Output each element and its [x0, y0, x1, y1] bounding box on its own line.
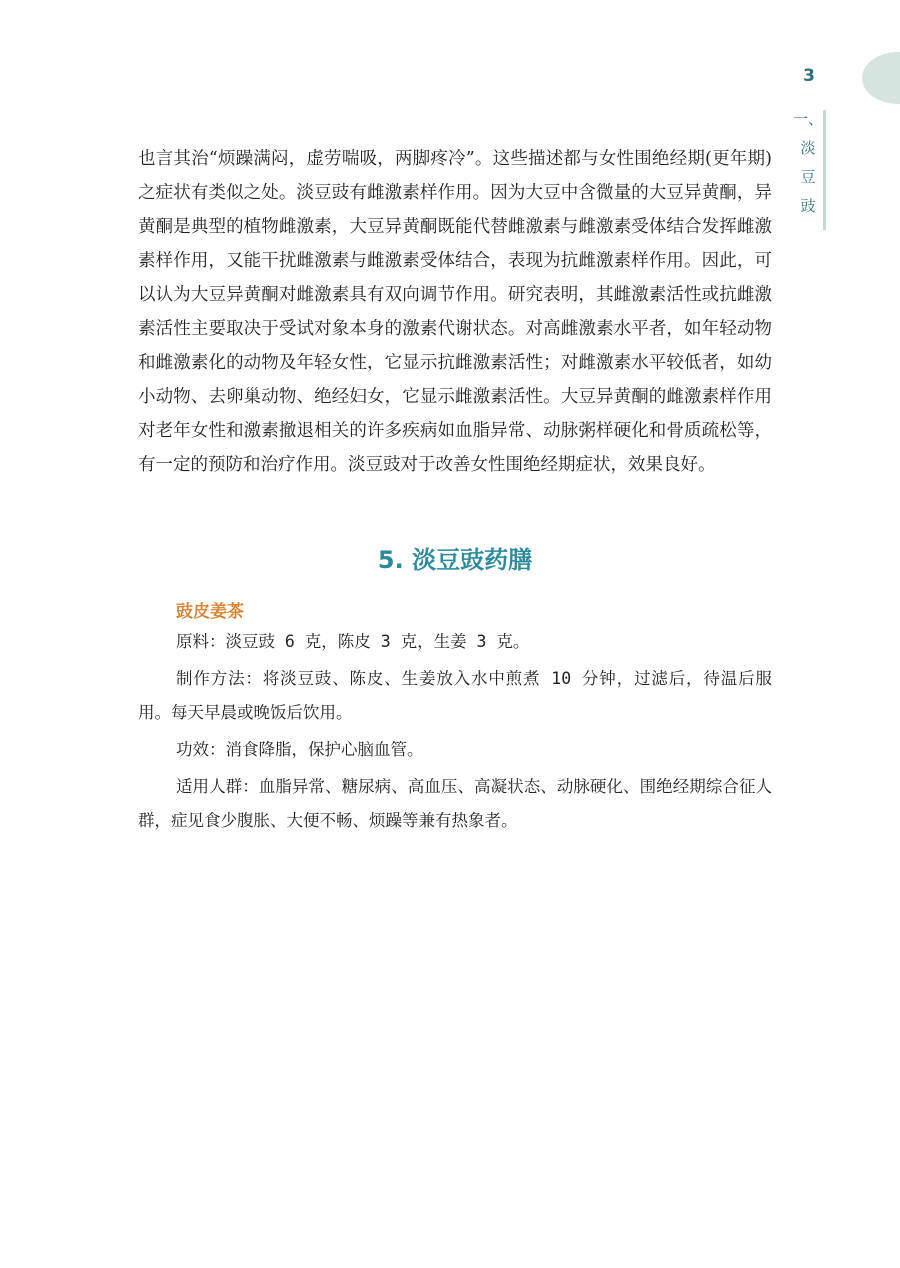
recipe-efficacy: 功效：消食降脂，保护心脑血管。	[176, 740, 424, 759]
corner-decoration	[862, 52, 900, 104]
recipe-details	[138, 625, 772, 841]
recipe-method: 制作方法：将淡豆豉、陈皮、生姜放入水中煎煮 10 分钟，过滤后，待温后服用。每天早晨或晚饭后饮用。	[138, 669, 772, 722]
recipe-title: 豉皮姜茶	[176, 602, 244, 622]
chapter-side-tab	[793, 110, 824, 230]
body-paragraph: 也言其治“烦躁满闷，虚劳喘吸，两脚疼冷”。这些描述都与女性围绝经期(更年期)之症状有类似之处。淡豆豉有雌激素样作用。因为大豆中含微量的大豆异黄酮，异黄酮是典型的植物雌激素，大豆异黄酮既能代替雌激素与雌激素受体结合发挥雌激素样作用，又能干扰雌激素与雌激素受体结合，表现为抗雌激素样作用。因此，可以认为大豆异黄酮对雌激素具有双向调节作用。研究表明，其雌激素活性或抗雌激素活性主要取决于受试对象本身的激素代谢状态。对高雌激素水平者，如年轻动物和雌激素化的动物及年轻女性，它显示抗雌激素活性；对雌激素水平较低者，如幼小动物、去卵巢动物、绝经妇女，它显示雌激素活性。大豆异黄酮的雌激素样作用对老年女性和激素撤退相关的许多疾病如血脂异常、动脉粥样硬化和骨质疏松等，有一定的预防和治疗作用。淡豆豉对于改善女性围绝经期症状，效果良好。	[138, 149, 772, 475]
section-title: 5. 淡豆豉药膳	[377, 546, 533, 574]
recipe-suitable: 适用人群：血脂异常、糖尿病、高血压、高凝状态、动脉硬化、围绝经期综合征人群，症见食少腹胀、大便不畅、烦躁等兼有热象者。	[138, 777, 772, 830]
side-tab-char: 淡	[800, 139, 816, 157]
page-number: 3	[803, 66, 815, 86]
recipe-ingredients: 原料：淡豆豉 6 克，陈皮 3 克，生姜 3 克。	[176, 632, 530, 651]
side-tab-char: 豆	[800, 168, 816, 186]
side-tab-char: 豉	[800, 197, 816, 215]
side-tab-bar	[823, 110, 826, 230]
side-tab-mark: 一、	[793, 110, 824, 128]
